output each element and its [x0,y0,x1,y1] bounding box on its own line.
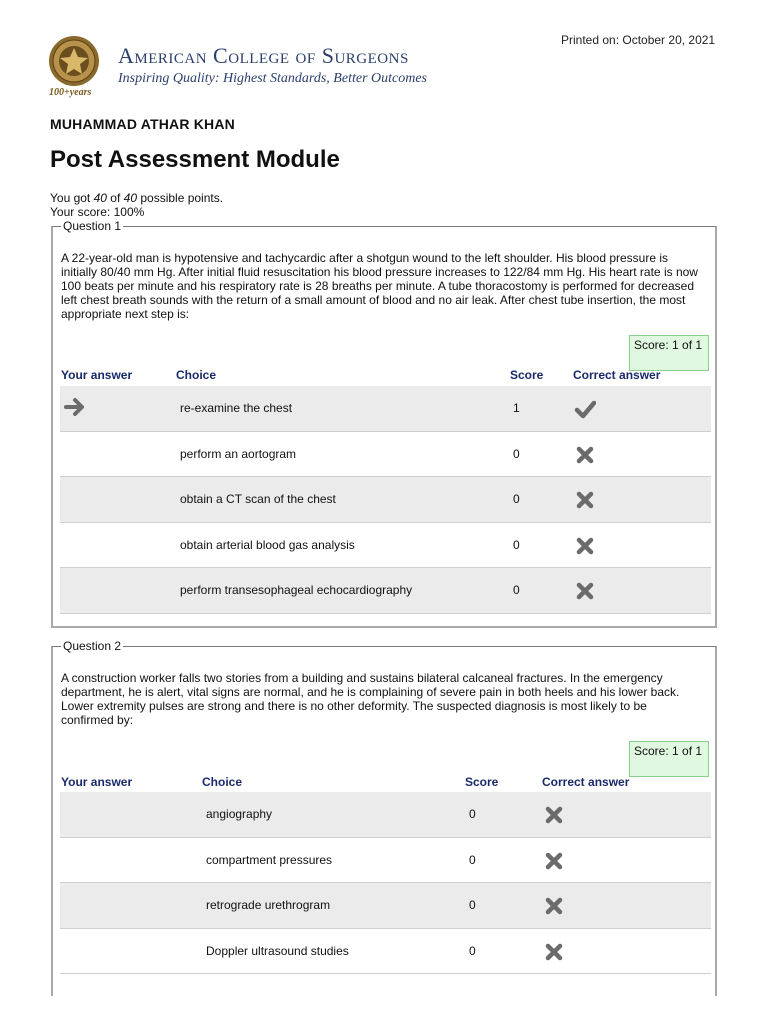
x-icon [543,895,565,917]
col-choice: Choice [176,368,217,382]
x-icon [574,444,596,466]
points-suffix: possible points. [137,191,224,205]
choice-score: 0 [469,943,476,958]
answer-table-header [53,368,715,384]
col-score: Score [510,368,544,382]
printed-date: Printed on: October 20, 2021 [561,33,716,47]
choice-text: Doppler ultrasound studies [206,943,349,958]
points-possible: 40 [123,191,138,205]
col-choice: Choice [202,775,243,789]
answer-row [60,929,711,975]
question-legend: Question 1 [63,219,122,233]
question-score-box: Score: 1 of 1 [629,741,709,777]
arrow-right-icon [63,396,87,418]
score-summary [50,191,223,219]
answer-rows [60,386,711,614]
x-icon [543,941,565,963]
question-legend: Question 2 [63,639,122,653]
col-your-answer: Your answer [61,368,133,382]
choice-score: 0 [513,537,520,552]
x-icon [543,804,565,826]
question-1 [51,219,717,628]
points-of: of [106,191,124,205]
answer-row [60,883,711,929]
org-logo [44,33,444,101]
score-percent: Your score: 100% [50,205,145,219]
org-tagline: Inspiring Quality: Highest Standards, Better Outcomes [118,71,428,86]
page-title: Post Assessment Module [50,146,340,173]
x-icon [574,535,596,557]
years-badge: 100+years [49,87,92,98]
col-correct-answer: Correct answer [542,775,630,789]
acs-seal-icon [48,35,100,87]
answer-table-header [53,775,715,791]
choice-score: 0 [513,583,520,597]
points-earned: 40 [93,191,107,205]
col-correct-answer: Correct answer [573,368,661,382]
choice-score: 1 [513,401,520,415]
choice-text: angiography [206,807,273,821]
answer-rows [60,792,711,974]
answer-row [60,432,711,478]
col-your-answer: Your answer [61,775,133,789]
x-icon [543,850,565,872]
choice-score: 0 [469,898,476,912]
points-line [50,191,223,205]
choice-text: perform transesophageal echocardiography [180,583,413,597]
answer-row [60,386,711,432]
choice-score: 0 [513,446,520,461]
choice-text: compartment pressures [206,852,333,867]
user-name: MUHAMMAD ATHAR KHAN [50,116,235,132]
question-stem: A 22-year-old man is hypotensive and tachycardic after a shotgun wound to the left shoulder. His blood pressure is initially 80/40 mm Hg. After initial fluid resuscitation his blood pressure increases to 122/84 mm Hg. His heart rate is now 100 beats per minute and his respiratory rate is 28 breaths per minute. A tube thoracostomy is performed for decreased left chest breath sounds with the return of a small amount of blood and no air leak. After chest tube insertion, the most appropriate next step is: [61,251,698,321]
choice-score: 0 [469,807,476,821]
x-icon [574,580,596,602]
answer-row [60,792,711,838]
choice-score: 0 [513,492,520,506]
question-stem: A construction worker falls two stories from a building and sustains bilateral calcaneal fractures. In the emergency department, he is alert, vital signs are normal, and he is complaining of severe pain in both heels and his lower back. Lower extremity pulses are strong and there is no other deformity. The suspected diagnosis is most likely to be confirmed by: [61,671,680,727]
choice-score: 0 [469,852,476,867]
choice-text: obtain arterial blood gas analysis [180,537,355,552]
answer-row [60,477,711,523]
choice-text: re-examine the chest [180,401,293,415]
question-score-box: Score: 1 of 1 [629,335,709,371]
x-icon [574,489,596,511]
question-2 [51,639,717,996]
choice-text: perform an aortogram [180,446,297,461]
col-score: Score [465,775,499,789]
answer-row [60,838,711,884]
choice-text: retrograde urethrogram [206,898,331,912]
check-icon [574,398,596,420]
org-name: American College of Surgeons [118,43,409,68]
answer-row [60,523,711,569]
answer-row [60,568,711,614]
choice-text: obtain a CT scan of the chest [180,492,336,506]
points-prefix: You got [50,191,94,205]
